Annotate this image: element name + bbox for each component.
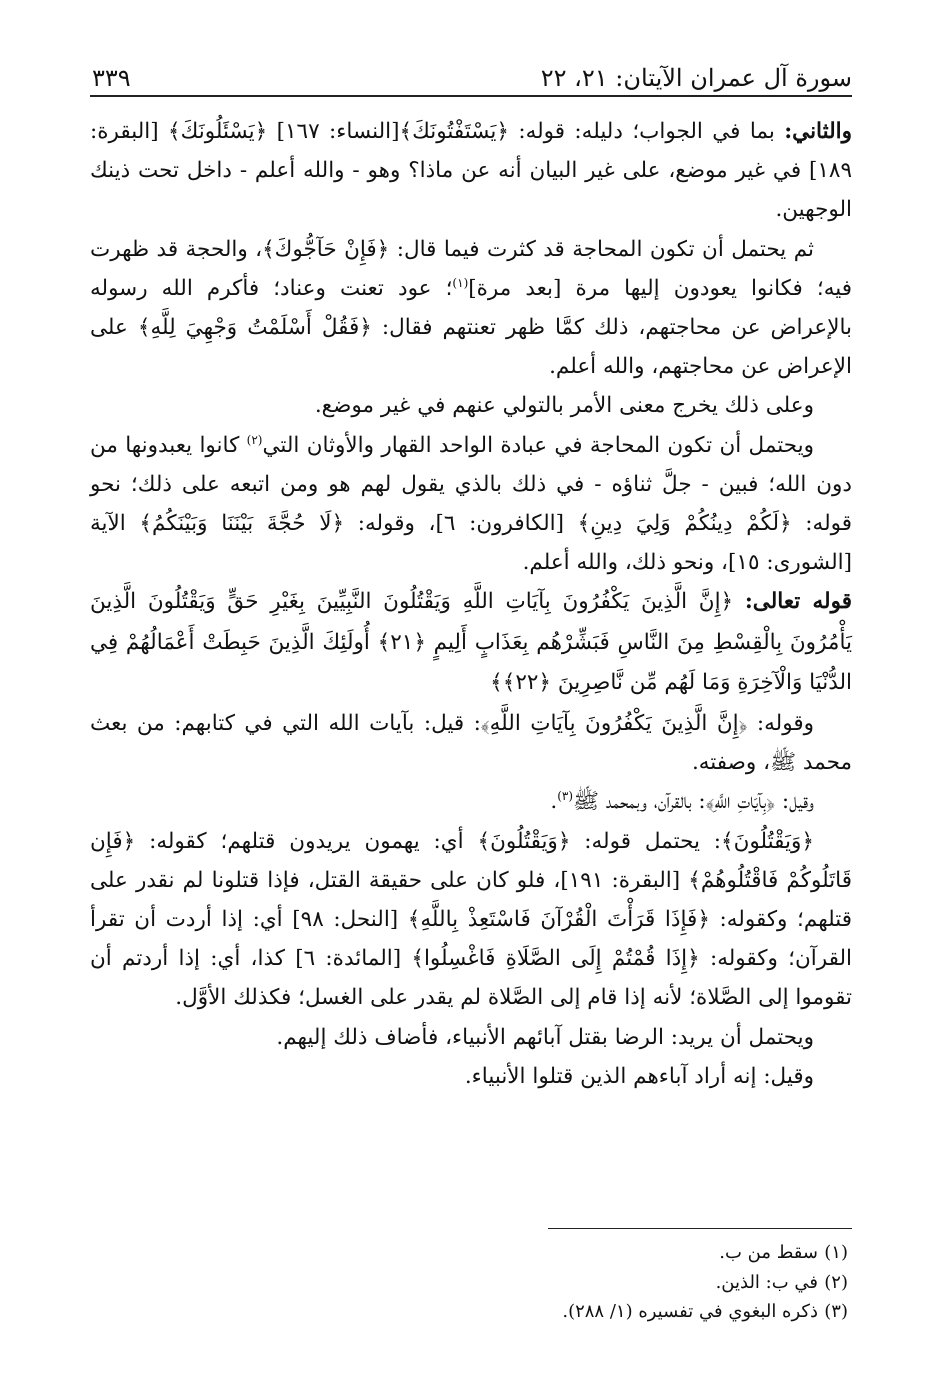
paragraph-7: [90, 822, 852, 1018]
paragraph-text: وقيل: ﴿بِآيَاتِ اللَّهِ﴾: بالقرآن، وبمحمد ﷺ: [573, 789, 814, 815]
footnote-3: [300, 1297, 848, 1327]
footnote-text: سقط من ب.: [719, 1242, 818, 1263]
footnote-number: (١): [824, 1242, 848, 1263]
footnote-ref[interactable]: (٢): [246, 432, 263, 447]
paragraph-5: [90, 704, 852, 782]
page-header: [92, 52, 852, 92]
paragraph-2: [90, 230, 852, 387]
footnote-ref[interactable]: (٣): [557, 789, 574, 804]
paragraph-text: وقيل: إنه أراد آباءهم الذين قتلوا الأنبياء.: [464, 1063, 814, 1089]
running-title: سورة آل عمران الآيتان: ٢١، ٢٢: [540, 64, 852, 92]
paragraph-text: ﴿وَيَقْتُلُونَ﴾: يحتمل قوله: ﴿وَيَقْتُلُونَ﴾ أي: يهمون يريدون قتلهم؛ كقوله: ﴿فَإِن قَاتَلُوكُمْ فَاقْتُلُوهُمْ﴾ [البقرة: ١٩١]، فلو كان على حقيقة القتل، فإذا قتلونا لم نقدر على قتلهم؛ وكقوله: ﴿فَإِذَا قَرَأْتَ الْقُرْآنَ فَاسْتَعِذْ بِاللَّهِ﴾ [النحل: ٩٨] أي: إذا أردت أن تقرأ القرآن؛ وكقوله: ﴿إِذَا قُمْتُمْ إِلَى الصَّلَاةِ فَاغْسِلُوا﴾ [المائدة: ٦] كذا، أي: إذا أردتم أن تقوموا إلى الصَّلاة؛ لأنه إذا قام إلى الصَّلاة لم يقدر على الغسل؛ فكذلك الأوَّل.: [90, 828, 853, 1011]
verse-block: [90, 582, 852, 704]
paragraph-8: [90, 1018, 852, 1057]
footnote-number: (٣): [824, 1301, 848, 1322]
paragraph-text: ؛ عود تعنت وعناد؛ فأكرم الله رسوله بالإعراض عن محاجتهم، ذلك كمَّا ظهر تعنتهم فقال: ﴿فَقُلْ أَسْلَمْتُ وَجْهِيَ لِلَّهِ﴾ على الإعراض عن محاجتهم، والله أعلم.: [90, 275, 852, 380]
paragraph-text: ويحتمل أن يريد: الرضا بقتل آبائهم الأنبياء، فأضاف ذلك إليهم.: [276, 1024, 814, 1050]
footnotes: [300, 1238, 848, 1327]
paragraph-text: ثم يحتمل أن تكون المحاجة قد كثرت فيما قال: ﴿فَإِنْ حَآجُّوكَ﴾، والحجة قد ظهرت فيه؛ فكانوا يعودون إليها مرة [بعد مرة]: [90, 236, 852, 301]
verse-text: ﴿إِنَّ الَّذِينَ يَكْفُرُونَ بِآيَاتِ اللَّهِ وَيَقْتُلُونَ النَّبِيِّينَ بِغَيْرِ حَقٍّ وَيَقْتُلُونَ الَّذِينَ يَأْمُرُونَ بِالْقِسْطِ مِنَ النَّاسِ فَبَشِّرْهُم بِعَذَابٍ أَلِيمٍ ﴿٢١﴾ أُولَئِكَ الَّذِينَ حَبِطَتْ أَعْمَالُهُمْ فِي الدُّنْيَا وَالْآخِرَةِ وَمَا لَهُم مِّن نَّاصِرِينَ ﴿٢٢﴾﴾: [90, 589, 852, 696]
paragraph-text: كانوا يعبدونها من دون الله؛ فبين - جلَّ ثناؤه - في ذلك بالذي يقول لهم هو ومن اتبعه على ذلك؛ نحو قوله: ﴿لَكُمْ دِينُكُمْ وَلِيَ دِينِ﴾ [الكافرون: ٦]، وقوله: ﴿لَا حُجَّةَ بَيْنَنَا وَبَيْنَكُمُ﴾ الآية [الشورى: ١٥]، ونحو ذلك، والله أعلم.: [90, 432, 852, 576]
paragraph-1: [90, 112, 852, 230]
paragraph-6: [90, 782, 852, 821]
paragraph-text: .: [550, 789, 558, 815]
paragraph-4: [90, 426, 852, 583]
footnote-number: (٢): [824, 1271, 848, 1293]
main-text: [90, 112, 852, 1096]
footnote-2: [300, 1268, 848, 1298]
paragraph-text: وقوله: ﴿إِنَّ الَّذِينَ يَكْفُرُونَ بِآيَاتِ اللَّهِ﴾: قيل: بآيات الله التي في كتابهم: من بعث محمد ﷺ، وصفته.: [90, 710, 852, 776]
header-rule: [90, 95, 852, 97]
paragraph-9: [90, 1057, 852, 1096]
footnote-text: ذكره البغوي في تفسيره (١/ ٢٨٨).: [562, 1301, 818, 1322]
footnote-1: [300, 1238, 848, 1268]
verse-lead: قوله تعالى:: [744, 589, 852, 615]
paragraph-3: [90, 386, 852, 425]
paragraph-text: وعلى ذلك يخرج معنى الأمر بالتولي عنهم في غير موضع.: [314, 393, 814, 419]
footnote-rule: [548, 1228, 852, 1229]
footnote-ref[interactable]: (١): [452, 275, 469, 290]
paragraph-lead: والثاني:: [784, 119, 853, 144]
paragraph-text: بما في الجواب؛ دليله: قوله: ﴿يَسْتَفْتُونَكَ﴾[النساء: ١٦٧] ﴿يَسْئَلُونَكَ﴾ [البقرة: ١٨٩] في غير موضع، على غير البيان أنه عن ماذا؟ وهو - والله أعلم - داخل تحت ذينك الوجهين.: [90, 119, 852, 223]
page-number: ٣٣٩: [92, 64, 131, 92]
footnote-text: في ب: الذين.: [715, 1271, 818, 1293]
paragraph-text: ويحتمل أن تكون المحاجة في عبادة الواحد القهار والأوثان التي: [262, 432, 814, 458]
